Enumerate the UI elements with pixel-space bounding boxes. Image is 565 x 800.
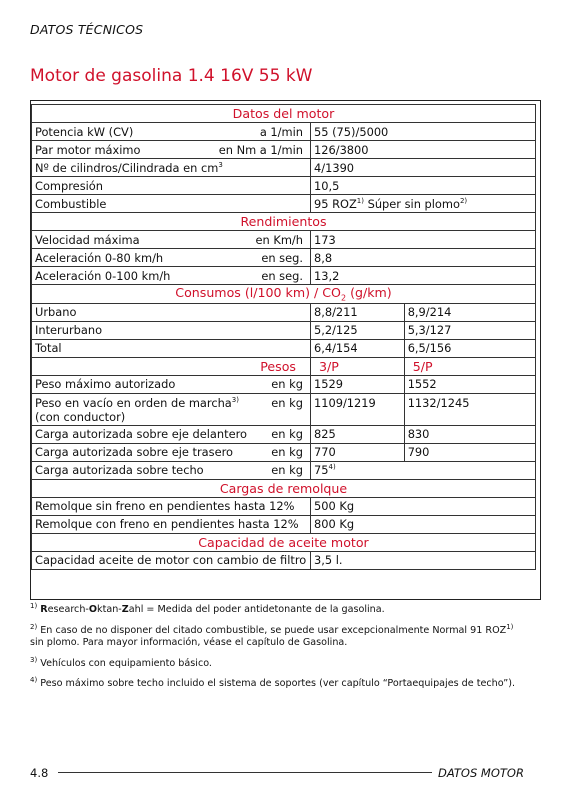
footnote-4 [30,675,530,691]
note-bold: Z [121,604,129,615]
row-label: Carga autorizada sobre eje trasero [35,445,233,460]
footnote-ref: 1) [506,622,514,631]
row-unit: en kg [271,377,303,392]
footnote-2 [30,622,530,650]
heading-part: (g/km) [346,285,392,300]
row-value: 8,8 [310,249,535,267]
specs-table [31,104,536,570]
fuel-rating: 95 ROZ [313,196,357,211]
row-value-3p: 6,4/154 [310,339,404,357]
column-header-3p: 3/P [310,357,404,375]
row-value-3p: 825 [310,425,404,443]
row-label: Potencia kW (CV) [35,124,134,139]
table-row [32,159,536,177]
row-label: Nº de cilindros/Cilindrada en cm [35,160,219,175]
section-consumos [32,285,536,304]
row-unit: en kg [271,463,303,478]
table-row [32,339,536,357]
row-value: 500 Kg [310,497,535,515]
table-row [32,425,536,443]
table-row [32,497,536,515]
footnote-mark: 4) [30,675,38,684]
row-label: Total [32,339,311,357]
table-row [32,443,536,461]
row-label: Interurbano [32,321,311,339]
table-row [32,231,536,249]
row-label: Aceleración 0-100 km/h [35,268,171,283]
page-title: Motor de gasolina 1.4 16V 55 kW [30,66,313,86]
section-rendimientos [32,213,536,231]
row-label-line2: (con conductor) [35,409,126,424]
section-heading: Capacidad de aceite motor [32,533,536,551]
row-value-5p: 8,9/214 [404,303,535,321]
row-unit: a 1/min [259,124,303,139]
section-heading: Pesos [32,357,311,375]
row-value-5p: 1132/1245 [404,393,535,425]
section-cargas-remolque [32,479,536,497]
row-value-3p: 8,8/211 [310,303,404,321]
note-text: ahl = Medida del poder antidetonante de la gasolina. [128,604,385,615]
row-value: 55 (75)/5000 [310,123,535,141]
section-heading: Cargas de remolque [32,479,536,497]
footnotes [30,601,530,699]
note-text: ktan- [97,604,122,615]
subscript: 2 [340,293,347,303]
row-value-3p: 1529 [310,375,404,393]
row-unit: en kg [271,427,303,442]
row-label: Capacidad aceite de motor con cambio de filtro [32,551,311,569]
footnote-mark: 3) [30,655,38,664]
row-value-5p: 790 [404,443,535,461]
row-unit: en kg [271,395,303,410]
row-unit: en Nm a 1/min [218,142,303,157]
note-bold: O [88,604,98,615]
row-value: 13,2 [310,267,535,285]
footnote-ref: 4) [328,463,336,472]
table-row [32,393,536,425]
section-heading [32,285,536,304]
row-label: Velocidad máxima [35,232,140,247]
row-label: Peso en vacío en orden de marcha [35,395,232,410]
row-value-5p: 6,5/156 [404,339,535,357]
row-value-3p: 770 [310,443,404,461]
row-value: 173 [310,231,535,249]
table-row [32,123,536,141]
row-value: 10,5 [310,177,535,195]
row-unit: en seg. [261,250,303,265]
heading-part: Consumos (l/100 km) / CO [175,285,341,300]
row-value: 4/1390 [310,159,535,177]
page-number: 4.8 [30,766,49,780]
row-value-3p: 1109/1219 [310,393,404,425]
row-label: Carga autorizada sobre eje delantero [35,427,247,442]
fuel-type: Súper sin plomo [363,196,460,211]
row-value [310,195,535,213]
table-row [32,141,536,159]
row-value-5p: 830 [404,425,535,443]
row-label: Remolque con freno en pendientes hasta 12% [32,515,311,533]
footnote-1 [30,601,530,617]
section-datos-motor [32,105,536,123]
row-value [310,461,535,479]
table-row [32,551,536,569]
row-label: Combustible [32,195,311,213]
note-text: En caso de no disponer del citado combustible, se puede usar excepcionalmente Normal 91 ROZ [40,624,507,636]
table-row [32,267,536,285]
section-pesos [32,357,536,375]
section-heading: Datos del motor [32,105,536,123]
section-capacidad-aceite [32,533,536,551]
row-label: Urbano [32,303,311,321]
table-row [32,461,536,479]
row-value-5p: 1552 [404,375,535,393]
note-text: Peso máximo sobre techo incluido el sistema de soportes (ver capítulo “Portaequipajes de techo”). [40,678,516,689]
footnote-ref: 2) [459,196,468,205]
row-label: Peso máximo autorizado [35,377,176,392]
footnote-mark: 1) [30,601,38,610]
note-text: esearch- [47,604,89,615]
row-label: Remolque sin freno en pendientes hasta 12% [32,497,311,515]
footnote-3 [30,655,530,671]
row-unit: en kg [271,445,303,460]
roof-load-value: 75 [313,463,329,478]
row-label: Carga autorizada sobre techo [35,463,204,478]
row-value: 3,5 l. [310,551,535,569]
running-footer: DATOS MOTOR [438,766,524,780]
note-bold: R [40,604,48,615]
row-label: Aceleración 0-80 km/h [35,250,164,265]
table-row [32,195,536,213]
row-label: Par motor máximo [35,142,141,157]
table-row [32,515,536,533]
row-label: Compresión [32,177,311,195]
row-value: 126/3800 [310,141,535,159]
section-heading: Rendimientos [32,213,536,231]
note-text: sin plomo. Para mayor información, véase el capítulo de Gasolina. [30,637,348,648]
table-row [32,303,536,321]
column-header-5p: 5/P [404,357,535,375]
superscript: 3 [218,160,223,169]
footnote-ref: 1) [356,196,364,205]
footnote-mark: 2) [30,622,38,631]
note-text: Vehículos con equipamiento básico. [40,657,212,669]
footnote-ref: 3) [231,395,239,404]
row-value-3p: 5,2/125 [310,321,404,339]
row-unit: en Km/h [255,232,303,247]
row-unit: en seg. [261,268,303,283]
table-row [32,249,536,267]
table-row [32,375,536,393]
table-row [32,321,536,339]
row-value-5p: 5,3/127 [404,321,535,339]
footer-rule [58,772,432,773]
table-row [32,177,536,195]
row-value: 800 Kg [310,515,535,533]
running-header: DATOS TÉCNICOS [30,22,144,37]
